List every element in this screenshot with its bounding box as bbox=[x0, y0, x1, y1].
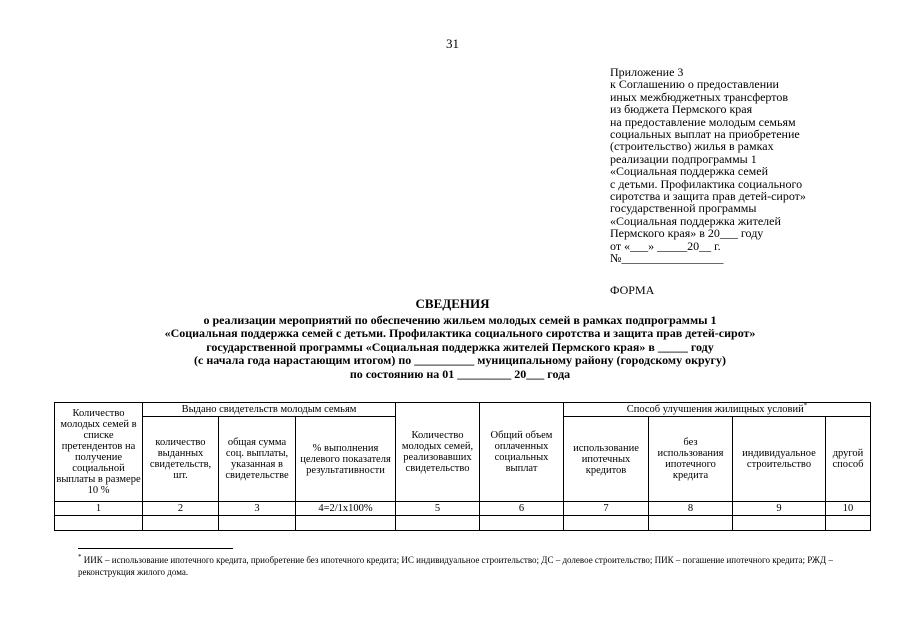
header-method-other: другой способ bbox=[826, 417, 871, 502]
header-method-no-mortgage: без использования ипотечного кредита bbox=[649, 417, 733, 502]
column-number: 3 bbox=[219, 502, 296, 516]
footnote-text: ИИК – использование ипотечного кредита, приобретение без ипотечного кредита; ИС индивидуальное строительство; ДС – долевое строительство; ПИК – погашение ипотечного кредита; РЖД – реконструкция жилого дома. bbox=[78, 555, 833, 577]
empty-cell bbox=[733, 516, 826, 531]
column-number: 10 bbox=[826, 502, 871, 516]
header-issued-percent: % выполнения целевого показателя результативности bbox=[296, 417, 396, 502]
column-number: 9 bbox=[733, 502, 826, 516]
appendix-line: Приложение 3 bbox=[610, 65, 684, 79]
footnote-marker: * bbox=[78, 553, 82, 561]
column-number: 2 bbox=[143, 502, 219, 516]
subtitle-line: о реализации мероприятий по обеспечению жильем молодых семей в рамках подпрограммы 1 bbox=[203, 313, 717, 327]
header-total-paid: Общий объем оплаченных социальных выплат bbox=[480, 403, 564, 502]
header-families-in-list: Количество молодых семей в списке претендентов на получение социальной выплаты в размере 10 % bbox=[55, 403, 143, 502]
document-subtitle bbox=[60, 314, 860, 381]
empty-cell bbox=[143, 516, 219, 531]
appendix-line: иных межбюджетных трансфертов bbox=[610, 89, 789, 104]
appendix-line: государственной программы bbox=[610, 201, 757, 216]
header-method-mortgage: использование ипотечных кредитов bbox=[564, 417, 649, 502]
form-label: ФОРМА bbox=[610, 283, 655, 297]
appendix-note bbox=[610, 66, 880, 265]
appendix-line: №_________________ bbox=[610, 251, 724, 266]
column-number: 8 bbox=[649, 502, 733, 516]
header-improvement-method bbox=[564, 403, 871, 417]
header-certificates-issued: Выдано свидетельств молодым семьям bbox=[143, 403, 396, 417]
appendix-line: реализации подпрограммы 1 bbox=[610, 151, 757, 166]
column-number: 1 bbox=[55, 502, 143, 516]
empty-cell bbox=[296, 516, 396, 531]
appendix-line: на предоставление молодым семьям bbox=[610, 114, 796, 129]
column-number: 7 bbox=[564, 502, 649, 516]
footnote bbox=[78, 554, 868, 578]
subtitle-line: государственной программы «Социальная поддержка жителей Пермского края» в _____ году bbox=[206, 339, 714, 354]
empty-cell bbox=[219, 516, 296, 531]
appendix-line: с детьми. Профилактика социального bbox=[610, 176, 803, 191]
empty-cell bbox=[480, 516, 564, 531]
appendix-line: Пермского края» в 20___ году bbox=[610, 226, 764, 241]
subtitle-line: по состоянию на 01 _________ 20___ года bbox=[349, 366, 571, 381]
column-number: 5 bbox=[396, 502, 480, 516]
appendix-line: социальных выплат на приобретение bbox=[610, 127, 800, 142]
header-issued-sum: общая сумма соц. выплаты, указанная в свидетельстве bbox=[219, 417, 296, 502]
empty-cell bbox=[55, 516, 143, 531]
subtitle-line: «Социальная поддержка семей с детьми. Профилактика социального сиротства и защита прав детей-сирот» bbox=[164, 326, 756, 341]
document-title: СВЕДЕНИЯ bbox=[415, 296, 490, 311]
column-number: 6 bbox=[480, 502, 564, 516]
appendix-line: (строительство) жилья в рамках bbox=[610, 139, 774, 154]
column-number: 4=2/1х100% bbox=[296, 502, 396, 516]
footnote-marker: * bbox=[803, 402, 808, 410]
subtitle-line: (с начала года нарастающим итогом) по __________ муниципальному району (городскому округу) bbox=[194, 353, 726, 368]
empty-cell bbox=[396, 516, 480, 531]
appendix-line: от «___» _____20__ г. bbox=[610, 238, 721, 253]
header-method-individual: индивидуальное строительство bbox=[733, 417, 826, 502]
empty-cell bbox=[564, 516, 649, 531]
improvement-method-label: Способ улучшения жилищных условий bbox=[626, 404, 804, 415]
header-issued-count: количество выданных свидетельств, шт. bbox=[143, 417, 219, 502]
empty-cell bbox=[649, 516, 733, 531]
appendix-line: «Социальная поддержка семей bbox=[610, 164, 769, 179]
page-number: 31 bbox=[446, 36, 459, 51]
report-table bbox=[54, 402, 871, 531]
appendix-line: к Соглашению о предоставлении bbox=[610, 77, 779, 92]
empty-cell bbox=[826, 516, 871, 531]
appendix-line: сиротства и защита прав детей-сирот» bbox=[610, 189, 806, 204]
appendix-line: «Социальная поддержка жителей bbox=[610, 213, 781, 228]
footnote-divider bbox=[78, 548, 233, 549]
appendix-line: из бюджета Пермского края bbox=[610, 102, 753, 117]
header-families-realized: Количество молодых семей, реализовавших свидетельство bbox=[396, 403, 480, 502]
